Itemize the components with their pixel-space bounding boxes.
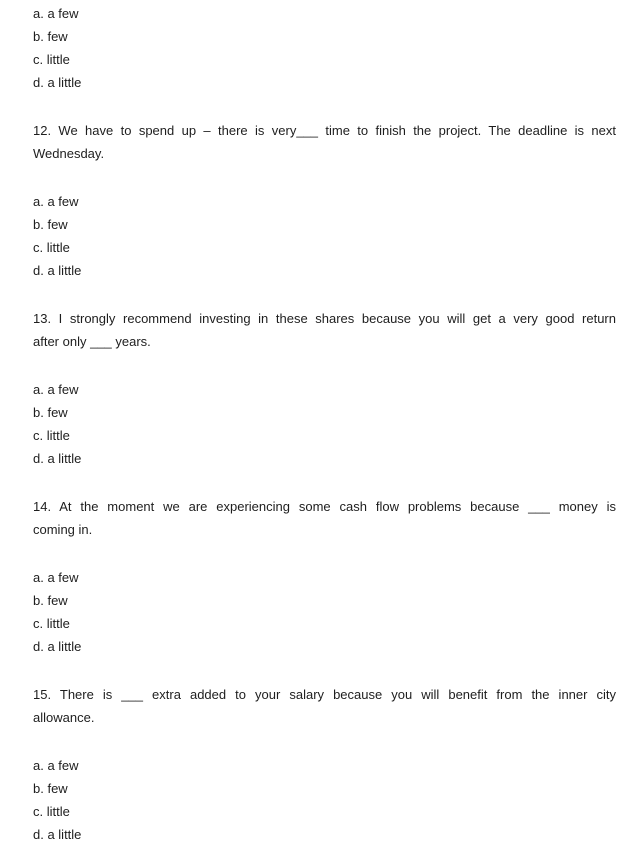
answer-option-b: b. few (33, 593, 68, 608)
answer-options-group-q13 (33, 378, 616, 470)
answer-options-group-q12 (33, 190, 616, 282)
answer-option-d: d. a little (33, 75, 82, 90)
answer-options-group-q15 (33, 754, 616, 845)
question-13 (33, 307, 616, 353)
answer-option-c: c. little (33, 240, 70, 255)
answer-option-d: d. a little (33, 451, 82, 466)
question-12-text-line-2: Wednesday. (33, 146, 105, 161)
answer-option-a: a. a few (33, 758, 79, 773)
question-13-text-line-2: after only ___ years. (33, 334, 151, 349)
question-12 (33, 119, 616, 165)
answer-option-c: c. little (33, 616, 70, 631)
answer-options-group-q14 (33, 566, 616, 658)
answer-option-c: c. little (33, 804, 70, 819)
question-14-text-line-1: 14. At the moment we are experiencing some cash flow problems because ___ money is (33, 499, 616, 514)
question-14-text-line-2: coming in. (33, 522, 93, 537)
answer-option-a: a. a few (33, 194, 79, 209)
answer-option-b: b. few (33, 405, 68, 420)
answer-option-c: c. little (33, 52, 70, 67)
answer-option-b: b. few (33, 781, 68, 796)
answer-option-a: a. a few (33, 6, 79, 21)
answer-option-d: d. a little (33, 639, 82, 654)
question-15 (33, 683, 616, 729)
question-12-text-line-1: 12. We have to spend up – there is very___ time to finish the project. The deadline is next (33, 123, 616, 138)
question-13-text-line-1: 13. I strongly recommend investing in these shares because you will get a very good return (33, 311, 616, 326)
answer-option-c: c. little (33, 428, 70, 443)
answer-option-b: b. few (33, 29, 68, 44)
question-15-text-line-2: allowance. (33, 710, 95, 725)
answer-option-d: d. a little (33, 827, 82, 842)
answer-option-a: a. a few (33, 570, 79, 585)
question-15-text-line-1: 15. There is ___ extra added to your salary because you will benefit from the inner city (33, 687, 616, 702)
answer-option-a: a. a few (33, 382, 79, 397)
answer-options-group-top (33, 2, 616, 94)
answer-option-b: b. few (33, 217, 68, 232)
answer-option-d: d. a little (33, 263, 82, 278)
question-14 (33, 495, 616, 541)
